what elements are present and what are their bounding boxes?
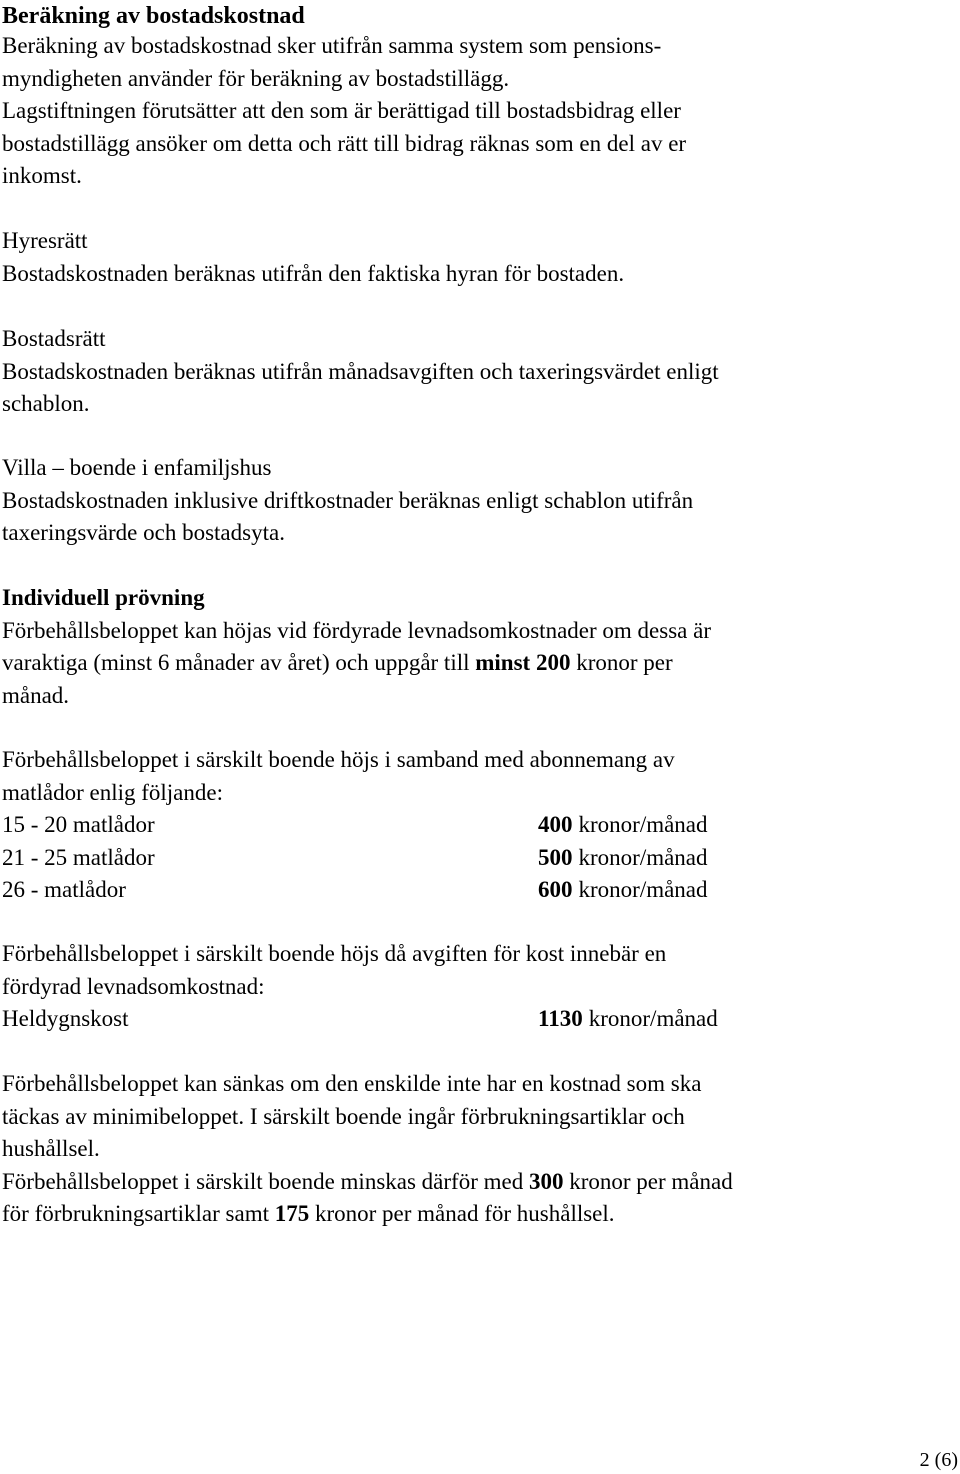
page-number: 2 (6)	[919, 1449, 958, 1471]
intro-line: Lagstiftningen förutsätter att den som är berättigad till bostadsbidrag eller	[2, 98, 681, 123]
matlador-row-value	[538, 809, 708, 842]
kost-section	[2, 938, 952, 1036]
individuell-text: månad.	[2, 682, 70, 708]
hushallsel-text-part: kronor per månad för hushållsel.	[309, 1201, 615, 1226]
hushallsel-amount: 175	[274, 1201, 310, 1226]
section-title-block	[2, 0, 952, 33]
matlador-row-unit: kronor/månad	[578, 877, 708, 902]
individuell-amount: minst 200	[475, 650, 571, 675]
individuell-heading: Individuell prövning	[2, 585, 205, 610]
kost-row-value	[538, 1003, 718, 1036]
matlador-row-amount: 400	[538, 812, 573, 837]
bostadsratt-text: Bostadskostnaden beräknas utifrån månadsavgiften och taxeringsvärdet enligt	[2, 358, 719, 384]
bostadsratt-section	[2, 323, 952, 421]
bostadsratt-heading: Bostadsrätt	[2, 326, 106, 351]
individuell-text	[2, 647, 952, 680]
hushallsel-text	[2, 1198, 952, 1231]
document-title: Beräkning av bostadskostnad	[2, 3, 305, 29]
villa-heading: Villa – boende i enfamiljshus	[2, 455, 272, 480]
matlador-row-label: 26 - matlådor	[2, 877, 126, 902]
matlador-section	[2, 744, 952, 907]
individuell-text: Förbehållsbeloppet kan höjas vid fördyrade levnadsomkostnader om dessa är	[2, 617, 711, 643]
minskas-text-part: Förbehållsbeloppet i särskilt boende minskas därför med	[2, 1168, 529, 1194]
individuell-text-part: varaktiga (minst 6 månader av året) och uppgår till	[2, 650, 476, 675]
kost-row-label: Heldygnskost	[2, 1006, 129, 1031]
kost-text: Förbehållsbeloppet i särskilt boende höjs då avgiften för kost innebär en	[2, 941, 667, 966]
minskas-amount: 300	[528, 1168, 564, 1194]
villa-section	[2, 452, 952, 550]
individuell-section	[2, 582, 952, 712]
matlador-row	[2, 842, 952, 875]
intro-line: inkomst.	[2, 163, 82, 188]
sankas-text: Förbehållsbeloppet kan sänkas om den enskilde inte har en kostnad som ska	[2, 1071, 702, 1096]
matlador-row-value	[538, 874, 708, 907]
sankas-section	[2, 1068, 952, 1231]
hyresratt-text: Bostadskostnaden beräknas utifrån den faktiska hyran för bostaden.	[2, 260, 625, 286]
kost-row	[2, 1003, 952, 1036]
matlador-row-unit: kronor/månad	[578, 812, 708, 837]
intro-paragraph	[2, 30, 952, 193]
matlador-row-label: 15 - 20 matlådor	[2, 812, 155, 837]
sankas-text: täckas av minimibeloppet. I särskilt boende ingår förbrukningsartiklar och	[2, 1103, 685, 1129]
hyresratt-section	[2, 225, 952, 290]
kost-text: fördyrad levnadsomkostnad:	[2, 973, 265, 999]
matlador-row-amount: 500	[538, 844, 573, 870]
matlador-row	[2, 809, 952, 842]
villa-text: taxeringsvärde och bostadsyta.	[2, 520, 285, 545]
matlador-row-unit: kronor/månad	[578, 844, 708, 870]
intro-line: myndigheten använder för beräkning av bostadstillägg.	[2, 65, 510, 91]
matlador-row-value	[538, 842, 708, 875]
individuell-text-part: kronor per	[570, 650, 673, 675]
intro-line: Beräkning av bostadskostnad sker utifrån samma system som pensions-	[2, 33, 662, 58]
hyresratt-heading: Hyresrätt	[2, 228, 88, 253]
sankas-text: hushållsel.	[2, 1136, 100, 1161]
kost-row-unit: kronor/månad	[588, 1006, 718, 1031]
matlador-text: matlådor enlig följande:	[2, 779, 223, 805]
matlador-row-label: 21 - 25 matlådor	[2, 844, 155, 870]
minskas-text-part: kronor per månad	[563, 1168, 733, 1194]
minskas-text	[2, 1166, 952, 1199]
kost-row-amount: 1130	[538, 1006, 583, 1031]
matlador-row-amount: 600	[538, 877, 573, 902]
bostadsratt-text: schablon.	[2, 391, 90, 416]
villa-text: Bostadskostnaden inklusive driftkostnader beräknas enligt schablon utifrån	[2, 487, 694, 513]
intro-line: bostadstillägg ansöker om detta och rätt till bidrag räknas som en del av er	[2, 130, 687, 156]
matlador-text: Förbehållsbeloppet i särskilt boende höjs i samband med abonnemang av	[2, 747, 675, 772]
hushallsel-text-part: för förbrukningsartiklar samt	[2, 1201, 275, 1226]
matlador-row	[2, 874, 952, 907]
